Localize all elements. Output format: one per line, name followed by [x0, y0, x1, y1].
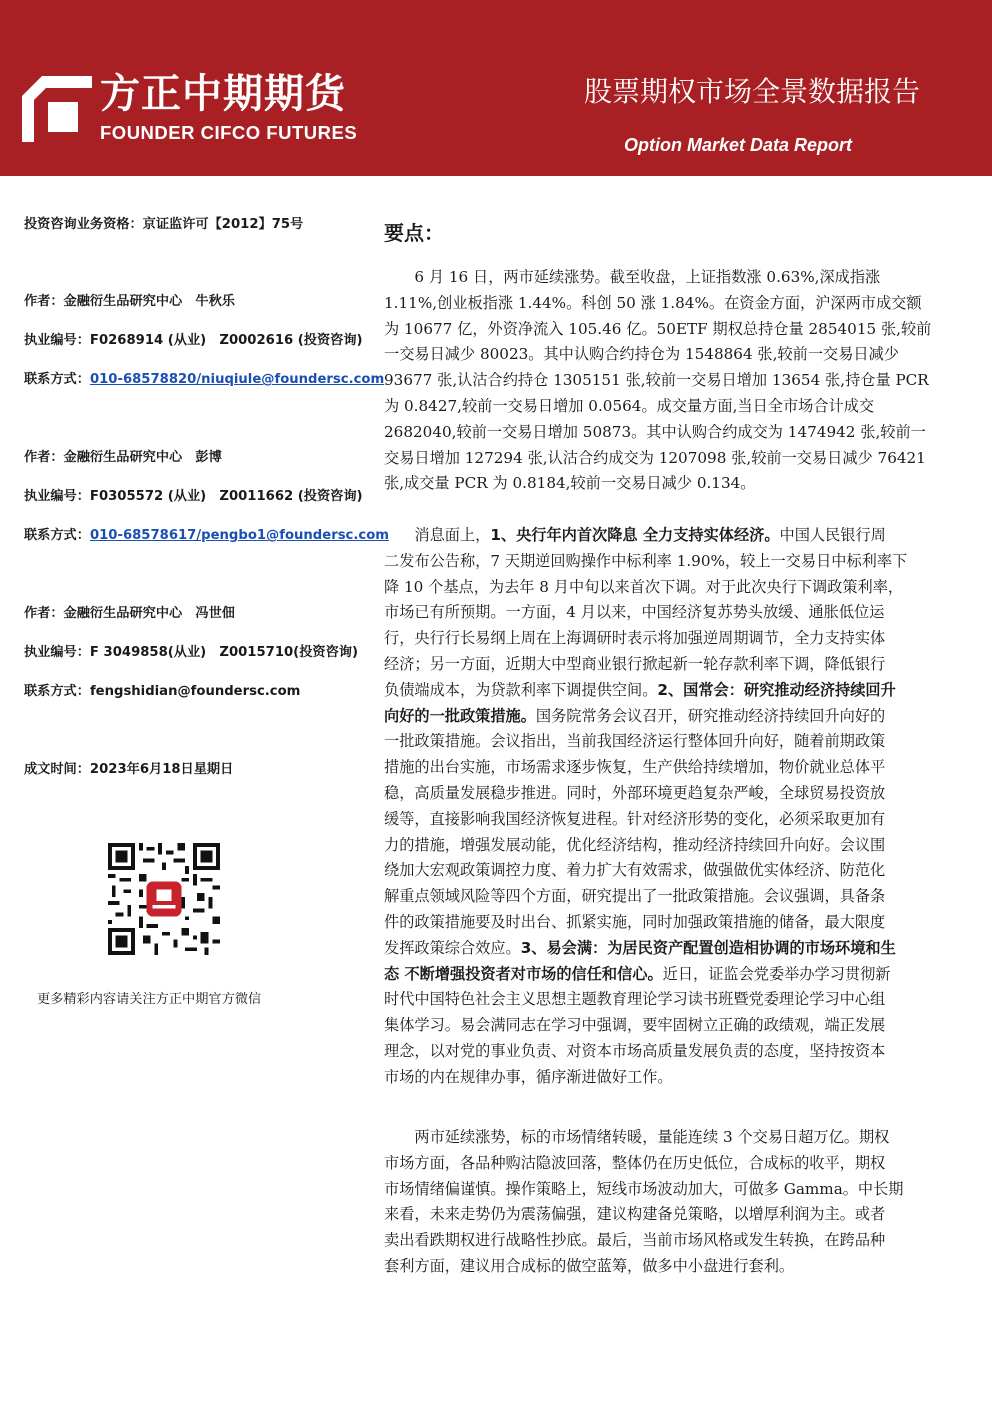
author-3-contact [24, 683, 300, 701]
text-line: 93677 张,认沽合约持仓 1305151 张,较前一交易日增加 13654 张,持仓量 PCR [384, 371, 929, 390]
text-line: 为 0.8427,较前一交易日增加 0.0564。成交量方面,当日全市场合计成交 [384, 396, 875, 415]
text-line: 一批政策措施。会议指出，当前我国经济运行整体回升向好，随着前期政策 [384, 732, 886, 751]
text-line: 2682040,较前一交易日增加 50873。其中认购合约成交为 1474942 张,较前一 [384, 422, 926, 441]
author-3-name: 作者：金融衍生品研究中心 冯世佃 [24, 606, 235, 621]
wechat-qr-code-icon[interactable] [108, 843, 220, 955]
license-line: 投资咨询业务资格：京证监许可【2012】75号 [24, 217, 304, 232]
text-line: 张,成交量 PCR 为 0.8184,较前一交易日减少 0.134。 [384, 474, 756, 493]
text-line: 市场的内在规律办事，循序渐进做好工作。 [384, 1067, 673, 1086]
text-line: 市场已有所预期。一方面，4 月以来，中国经济复苏势头放缓、通胀低位运 [384, 603, 885, 622]
author-2-name: 作者：金融衍生品研究中心 彭博 [24, 450, 222, 465]
text-line: 行，央行行长易纲上周在上海调研时表示将加强逆周期调节，全力支持实体 [384, 629, 886, 648]
text-line: 消息面上，1、央行年内首次降息 全力支持实体经济。中国人民银行周 [384, 526, 886, 544]
text-line: 市场情绪偏谨慎。操作策略上，短线市场波动加大，可做多 Gamma。中长期 [384, 1179, 904, 1198]
text-line: 套利方面，建议用合成标的做空蓝筹，做多中小盘进行套利。 [384, 1256, 795, 1275]
market-summary-paragraph [384, 265, 969, 497]
text-line: 经济；另一方面，近期大中型商业银行掀起新一轮存款利率下调，降低银行 [384, 654, 886, 673]
text-line: 时代中国特色社会主义思想主题教育理论学习读书班暨党委理论学习中心组 [384, 990, 886, 1009]
contact-label: 联系方式： [24, 528, 90, 543]
text-line: 稳，高质量发展稳步推进。同时，外部环境更趋复杂严峻，全球贸易投资放 [384, 783, 886, 802]
author-1-contact-link[interactable]: 010-68578820/niuqiule@foundersc.com [89, 372, 385, 387]
text-line: 向好的一批政策措施。国务院常务会议召开，研究推动经济持续回升向好的 [384, 706, 886, 725]
author-1-contact [24, 371, 384, 389]
text-line: 理念，以对党的事业负责、对资本市场高质量发展负责的态度，坚持按资本 [384, 1041, 886, 1060]
company-name-cn: 方正中期期货 [100, 71, 346, 117]
text-line: 二发布公告称，7 天期逆回购操作中标利率 1.90%，较上一交易日中标利率下 [384, 551, 908, 570]
strategy-paragraph [384, 1125, 969, 1280]
news-headline-3: 3、易会满：为居民资产配置创造相协调的市场环境和生 [520, 938, 896, 957]
news-headline-3-cont: 态 不断增强投资者对市场的信任和信心。 [384, 964, 663, 983]
author-3-id: 执业编号：F 3049858(从业) Z0015710(投资咨询) [24, 645, 358, 660]
author-2-contact [24, 527, 389, 545]
text-line: 件的政策措施要及时出台、抓紧实施，同时加强政策措施的储备，最大限度 [384, 912, 886, 931]
text-line: 一交易日减少 80023。其中认购合约持仓为 1548864 张,较前一交易日减少 [384, 345, 899, 364]
author-2-id: 执业编号：F0305572 (从业) Z0011662 (投资咨询) [24, 489, 363, 504]
text-line: 缓等，直接影响我国经济恢复进程。针对经济形势的变化，必须采取更加有 [384, 809, 886, 828]
text-line: 交易日增加 127294 张,认沽合约成交为 1207098 张,较前一交易日减少 76421 [384, 448, 926, 467]
report-subtitle: Option Market Data Report [623, 135, 852, 155]
text-line: 卖出看跌期权进行战略性抄底。最后，当前市场风格或发生转换，在跨品种 [384, 1231, 886, 1250]
text-line: 态 不断增强投资者对市场的信任和信心。近日，证监会党委举办学习贯彻新 [384, 964, 891, 983]
text-line: 措施的出台实施，市场需求逐步恢复，生产供给持续增加，物价就业总体平 [384, 758, 886, 777]
text-line: 发挥政策综合效应。3、易会满：为居民资产配置创造相协调的市场环境和生 [384, 938, 896, 957]
contact-label: 联系方式： [24, 684, 90, 699]
author-1-name: 作者：金融衍生品研究中心 牛秋乐 [24, 294, 235, 309]
text-line: 两市延续涨势，标的市场情绪转暖，量能连续 3 个交易日超万亿。期权 [384, 1128, 890, 1146]
text-line: 解重点领域风险等四个方面，研究提出了一批政策措施。会议强调，具备条 [384, 887, 886, 906]
founder-logo-icon [22, 76, 92, 142]
text-line: 绕加大宏观政策调控力度、着力扩大有效需求，做强做优实体经济、防范化 [384, 861, 886, 880]
text-line: 市场方面，各品种购沽隐波回落，整体仍在历史低位，合成标的收平，期权 [384, 1153, 886, 1172]
report-header [0, 0, 992, 176]
text-line: 力的措施，增强发展动能，优化经济结构，推动经济持续回升向好。会议围 [384, 835, 886, 854]
news-headline-2: 2、国常会：研究推动经济持续回升 [657, 680, 896, 699]
news-headline-2-cont: 向好的一批政策措施。 [384, 706, 536, 725]
key-points-heading: 要点： [384, 221, 444, 245]
company-name-en: FOUNDER CIFCO FUTURES [100, 122, 358, 143]
text-line: 1.11%,创业板指涨 1.44%。科创 50 涨 1.84%。在资金方面，沪深两市成交额 [384, 293, 922, 312]
author-1-id: 执业编号：F0268914 (从业) Z0002616 (投资咨询) [24, 333, 363, 348]
text-line: 为 10677 亿，外资净流入 105.46 亿。50ETF 期权总持仓量 2854015 张,较前 [384, 319, 932, 338]
news-headline-1: 1、央行年内首次降息 全力支持实体经济。 [490, 526, 780, 544]
author-2-contact-link[interactable]: 010-68578617/pengbo1@foundersc.com [89, 528, 389, 543]
text-line: 集体学习。易会满同志在学习中强调，要牢固树立正确的政绩观，端正发展 [384, 1016, 886, 1035]
qr-caption: 更多精彩内容请关注方正中期官方微信 [37, 992, 262, 1007]
text-line: 负债端成本，为贷款利率下调提供空间。2、国常会：研究推动经济持续回升 [384, 680, 896, 699]
date-line: 成文时间：2023年6月18日星期日 [24, 762, 234, 777]
text-line: 降 10 个基点，为去年 8 月中旬以来首次下调。对于此次央行下调政策利率， [384, 577, 904, 596]
contact-label: 联系方式： [24, 372, 90, 387]
text-line: 来看，未来走势仍为震荡偏强，建议构建备兑策略，以增厚利润为主。或者 [384, 1205, 886, 1224]
text-line: 6 月 16 日，两市延续涨势。截至收盘，上证指数涨 0.63%,深成指涨 [384, 268, 881, 286]
report-title: 股票期权市场全景数据报告 [583, 75, 920, 108]
news-paragraph [384, 523, 969, 1091]
author-3-contact-value: fengshidian@foundersc.com [89, 684, 301, 699]
